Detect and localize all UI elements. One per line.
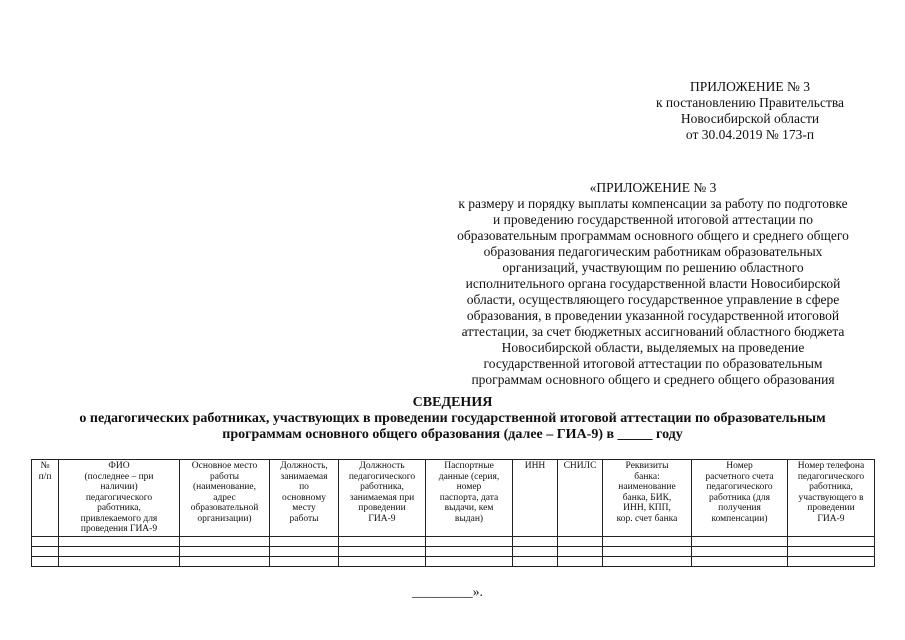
column-header-line: номер [456, 482, 482, 492]
title-heading: СВЕДЕНИЯ [412, 395, 493, 410]
column-header-line: п/п [38, 471, 52, 482]
table-cell [692, 556, 788, 566]
table-cell [32, 536, 59, 546]
table-cell [339, 536, 426, 546]
teachers-info-table [31, 459, 875, 567]
inner-appendix-line: государственной итоговой аттестации по образовательным [483, 356, 823, 371]
column-header-line: ГИА-9 [368, 513, 396, 524]
inner-appendix-line: аттестации, за счет бюджетных ассигнований областного бюджета [461, 324, 845, 339]
table-cell [270, 546, 339, 556]
column-header-line: участвующего в [798, 492, 864, 503]
column-header-line: Должность, [280, 461, 328, 471]
column-header [32, 460, 59, 537]
column-header-line: работника, [360, 482, 404, 492]
table-cell [513, 546, 558, 556]
column-header-line: банка: [634, 471, 660, 482]
column-header-line: по [299, 482, 309, 492]
column-header [426, 460, 513, 537]
column-header [692, 460, 788, 537]
table-cell [339, 546, 426, 556]
table-row [32, 546, 875, 556]
table-cell [603, 546, 692, 556]
column-header-line: получения [718, 503, 761, 513]
column-header-line: паспорта, дата [439, 492, 499, 503]
column-header-line: педагогического [706, 482, 773, 492]
table-cell [270, 556, 339, 566]
table-cell [426, 536, 513, 546]
document-title [0, 395, 905, 443]
title-line: программам основного общего образования (далее – ГИА-9) в _____ году [222, 427, 683, 442]
table-cell [426, 546, 513, 556]
title-line: о педагогических работниках, участвующих в проведении государственной итоговой аттестации по образовательным [79, 411, 826, 426]
table-cell [32, 556, 59, 566]
appendix-line: Новосибирской области [680, 111, 820, 126]
table-row [32, 536, 875, 546]
table-cell [558, 556, 603, 566]
column-header-line: работника, [97, 503, 141, 513]
column-header-line: адрес [213, 492, 236, 503]
table-cell [558, 536, 603, 546]
table-cell [339, 556, 426, 566]
inner-appendix-line: организаций, участвующим по решению областного [502, 260, 804, 275]
column-header [180, 460, 270, 537]
column-header-line: (последнее – при [84, 471, 154, 482]
column-header-line: Номер [726, 461, 753, 471]
table-cell [603, 536, 692, 546]
column-header [339, 460, 426, 537]
column-header-line: работы [210, 471, 239, 482]
table-cell [32, 546, 59, 556]
column-header [270, 460, 339, 537]
table-cell [59, 556, 180, 566]
column-header-line: образовательной [190, 503, 259, 513]
column-header [603, 460, 692, 537]
table-cell [788, 556, 875, 566]
column-header-line: кор. счет банка [616, 513, 678, 524]
column-header [59, 460, 180, 537]
column-header-line: педагогического [85, 492, 153, 503]
column-header-line: проведения ГИА-9 [80, 524, 158, 534]
column-header-line: Паспортные [444, 461, 494, 471]
column-header-line: Номер телефона [797, 461, 865, 471]
table-cell [692, 536, 788, 546]
inner-appendix-line: и проведению государственной итоговой аттестации по [493, 212, 813, 227]
inner-appendix [418, 180, 888, 388]
closing-text: _________». [412, 584, 483, 599]
column-header-line: ГИА-9 [817, 513, 845, 524]
appendix-header [600, 79, 900, 143]
table-cell [513, 536, 558, 546]
table-cell [180, 536, 270, 546]
column-header-line: Основное место [191, 461, 258, 471]
column-header-line: выдан) [454, 513, 484, 524]
table-cell [59, 536, 180, 546]
table-row [32, 556, 875, 566]
inner-appendix-line: Новосибирской области, выделяемых на проведение [501, 340, 805, 355]
column-header-line: данные (серия, [438, 471, 500, 482]
appendix-line: к постановлению Правительства [655, 95, 845, 110]
column-header-line: наличии) [100, 482, 138, 492]
appendix-line: ПРИЛОЖЕНИЕ № 3 [689, 79, 811, 94]
inner-appendix-line: образования педагогическим работникам образовательных [483, 244, 823, 259]
inner-appendix-line: программам основного общего и среднего общего образования [471, 372, 835, 387]
column-header-line: педагогического [348, 471, 416, 482]
inner-appendix-line: к размеру и порядку выплаты компенсации за работу по подготовке [458, 196, 848, 211]
column-header-line: основному [282, 492, 326, 503]
column-header [788, 460, 875, 537]
column-header-line: занимаемая [280, 471, 328, 482]
table-cell [603, 556, 692, 566]
table-cell [270, 536, 339, 546]
column-header-line: проведении [358, 503, 406, 513]
column-header-line: работника (для [709, 492, 770, 503]
table-header-row [32, 460, 875, 537]
table-cell [59, 546, 180, 556]
column-header-line: Реквизиты [625, 461, 669, 471]
column-header-line: СНИЛС [563, 461, 597, 471]
table-cell [426, 556, 513, 566]
column-header-line: банка, БИК, [622, 492, 672, 503]
column-header-line: (наименование, [193, 482, 256, 492]
column-header-line: выдачи, кем [444, 503, 494, 513]
column-header [513, 460, 558, 537]
inner-appendix-line: образования, в проведении указанной государственной итоговой [466, 308, 840, 323]
column-header-line: проведении [807, 503, 855, 513]
column-header-line: ИНН, КПП, [623, 503, 671, 513]
table-cell [558, 546, 603, 556]
column-header-line: ФИО [108, 461, 130, 471]
inner-appendix-line: исполнительного органа государственной власти Новосибирской [465, 276, 841, 291]
column-header-line: месту [292, 503, 316, 513]
table-body [32, 536, 875, 566]
column-header-line: ИНН [524, 461, 546, 471]
column-header-line: привлекаемого для [80, 513, 158, 524]
column-header [558, 460, 603, 537]
column-header-line: № [40, 461, 50, 471]
inner-appendix-line: «ПРИЛОЖЕНИЕ № 3 [589, 180, 717, 195]
column-header-line: работы [289, 513, 319, 524]
column-header-line: Должность [359, 461, 405, 471]
table-cell [180, 556, 270, 566]
column-header-line: компенсации) [711, 513, 768, 524]
inner-appendix-line: области, осуществляющего государственное управление в сфере [466, 292, 840, 307]
inner-appendix-line: образовательным программам основного общего и среднего общего [457, 228, 849, 243]
table-cell [692, 546, 788, 556]
column-header-line: педагогического [797, 471, 865, 482]
table-cell [788, 536, 875, 546]
table-cell [513, 556, 558, 566]
table-cell [180, 546, 270, 556]
appendix-line: от 30.04.2019 № 173-п [685, 127, 815, 142]
column-header-line: работника, [809, 482, 853, 492]
column-header-line: организации) [197, 513, 252, 524]
table-cell [788, 546, 875, 556]
column-header-line: расчетного счета [705, 471, 774, 482]
column-header-line: занимаемая при [349, 492, 415, 503]
column-header-line: наименование [618, 482, 676, 492]
